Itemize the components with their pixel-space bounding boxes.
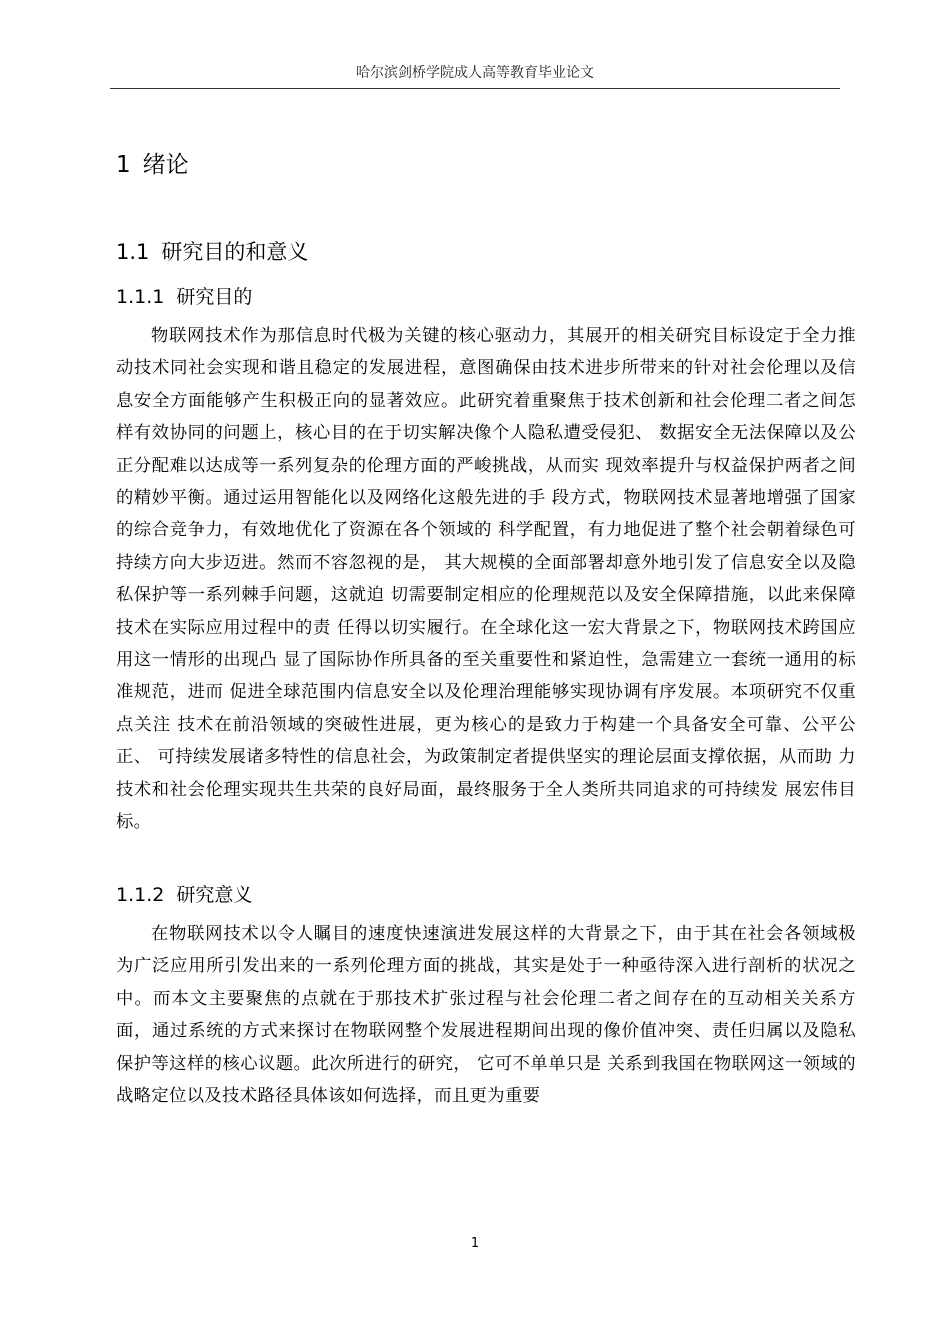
subsection-number: 1.1.1 bbox=[116, 286, 165, 308]
subsection-heading-significance bbox=[116, 881, 252, 909]
subsection-title: 研究意义 bbox=[176, 884, 253, 906]
section-title: 研究目的和意义 bbox=[161, 240, 309, 264]
section-heading bbox=[116, 237, 308, 267]
section-number: 1.1 bbox=[116, 240, 150, 264]
chapter-title: 绪论 bbox=[142, 152, 189, 178]
chapter-number: 1 bbox=[116, 152, 131, 178]
body-paragraph-significance: 在物联网技术以令人瞩目的速度快速演进发展这样的大背景之下，由于其在社会各领域极为广泛应用所引发出来的一系列伦理方面的挑战，其实是处于一种亟待深入进行剖析的状况之中。而本文主要聚焦的点就在于那技术扩张过程与社会伦理二者之间存在的互动相关关系方面，通过系统的方式来探讨在物联网整个发展进程期间出现的像价值冲突、责任归属以及隐私保护等这样的核心议题。此次所进行的研究， 它可不单单只是 关系到我国在物联网这一领域的战略定位以及技术路径具体该如何选择，而且更为重要 bbox=[116, 924, 856, 1107]
page-number: 1 bbox=[470, 1236, 480, 1251]
subsection-title: 研究目的 bbox=[176, 286, 253, 308]
subsection-number: 1.1.2 bbox=[116, 884, 165, 906]
running-header: 哈尔滨剑桥学院成人高等教育毕业论文 bbox=[356, 65, 594, 81]
body-paragraph-purpose: 物联网技术作为那信息时代极为关键的核心驱动力，其展开的相关研究目标设定于全力推动技术同社会实现和谐且稳定的发展进程，意图确保由技术进步所带来的针对社会伦理以及信息安全方面能够产生积极正向的显著效应。此研究着重聚焦于技术创新和社会伦理二者之间怎样有效协同的问题上，核心目的在于切实解决像个人隐私遭受侵犯、 数据安全无法保障以及公正分配难以达成等一系列复杂的伦理方面的严峻挑战，从而实 现效率提升与权益保护两者之间的精妙平衡。通过运用智能化以及网络化这般先进的手 段方式，物联网技术显著地增强了国家的综合竞争力，有效地优化了资源在各个领域的 科学配置，有力地促进了整个社会朝着绿色可持续方向大步迈进。然而不容忽视的是， 其大规模的全面部署却意外地引发了信息安全以及隐私保护等一系列棘手问题，这就迫 切需要制定相应的伦理规范以及安全保障措施，以此来保障技术在实际应用过程中的责 任得以切实履行。在全球化这一宏大背景之下，物联网技术跨国应用这一情形的出现凸 显了国际协作所具备的至关重要性和紧迫性，急需建立一套统一通用的标准规范，进而 促进全球范围内信息安全以及伦理治理能够实现协调有序发展。本项研究不仅重点关注 技术在前沿领域的突破性进展，更为核心的是致力于构建一个具备安全可靠、公平公正、 可持续发展诸多特性的信息社会，为政策制定者提供坚实的理论层面支撑依据，从而助 力技术和社会伦理实现共生共荣的良好局面，最终服务于全人类所共同追求的可持续发 展宏伟目标。 bbox=[116, 326, 856, 833]
chapter-heading bbox=[116, 150, 189, 180]
header-rule bbox=[110, 88, 840, 89]
subsection-heading-purpose bbox=[116, 283, 252, 311]
